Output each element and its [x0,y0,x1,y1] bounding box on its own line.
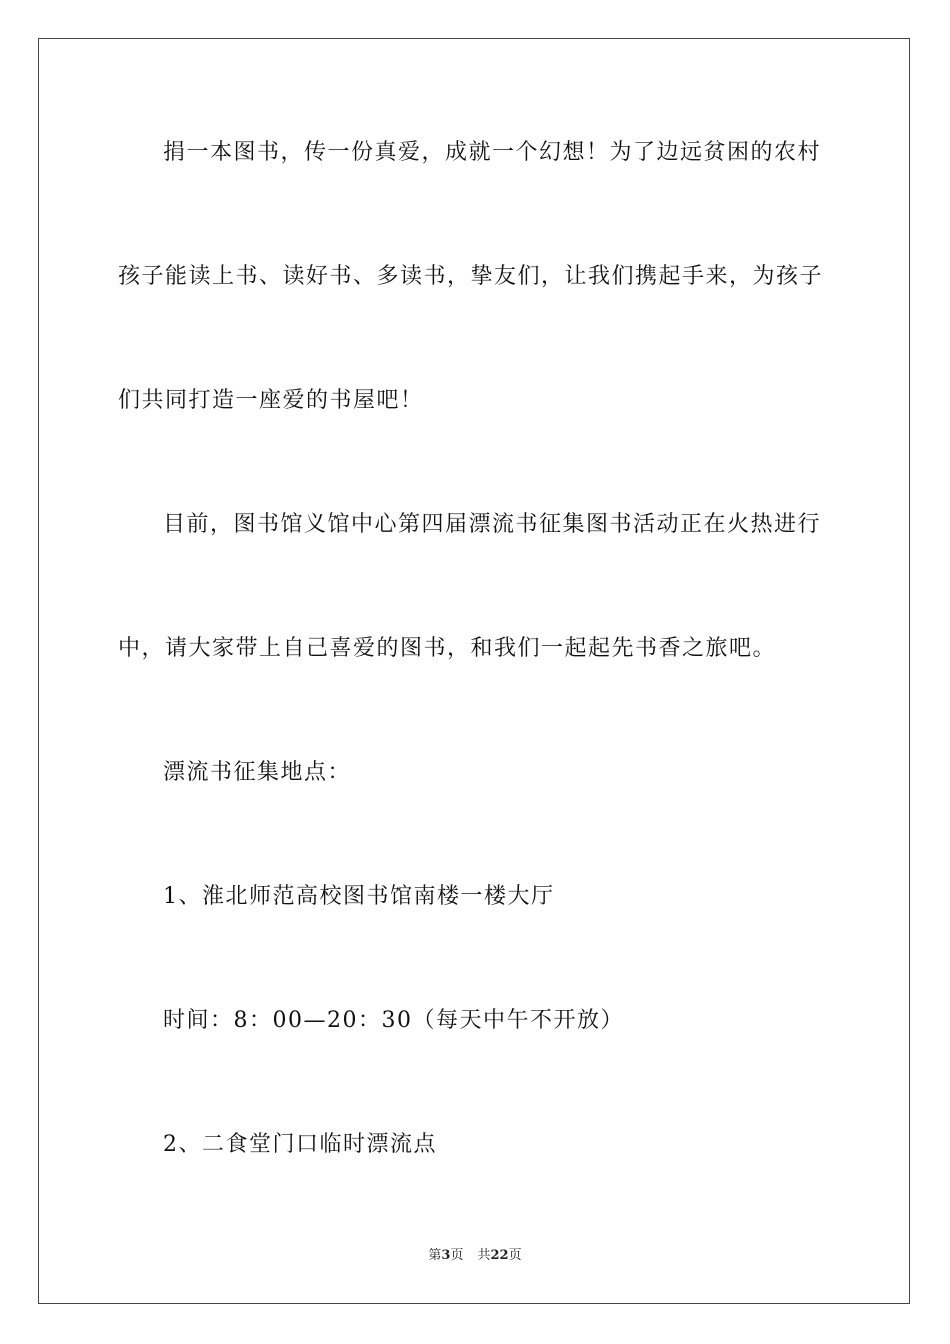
footer-page-prefix: 第 [428,1248,442,1263]
collection-site-2: 2、二食堂门口临时漂流点 [163,1132,437,1157]
paragraph-line-4: 目前，图书馆义馆中心第四届漂流书征集图书活动正在火热进行 [163,512,822,537]
footer-page-number: 3 [441,1248,451,1263]
paragraph-line-5: 中，请大家带上自己喜爱的图书，和我们一起起先书香之旅吧。 [118,636,777,661]
footer-page-suffix: 页 [450,1248,464,1263]
section-heading-collection-sites: 漂流书征集地点： [163,760,352,785]
footer-total-suffix: 页 [508,1248,522,1263]
paragraph-line-3: 们共同打造一座爱的书屋吧！ [118,388,424,413]
page-footer [0,1247,950,1265]
page-border [38,38,910,1304]
paragraph-line-1: 捐一本图书，传一份真爱，成就一个幻想！为了边远贫困的农村 [163,140,822,165]
collection-site-1-hours: 时间：8：00—20：30（每天中午不开放） [163,1008,624,1033]
footer-total-pages: 22 [490,1248,509,1263]
collection-site-1: 1、淮北师范高校图书馆南楼一楼大厅 [163,884,555,909]
footer-total-prefix: 共 [477,1248,491,1263]
paragraph-line-2: 孩子能读上书、读好书、多读书，挚友们，让我们携起手来，为孩子 [118,264,824,289]
